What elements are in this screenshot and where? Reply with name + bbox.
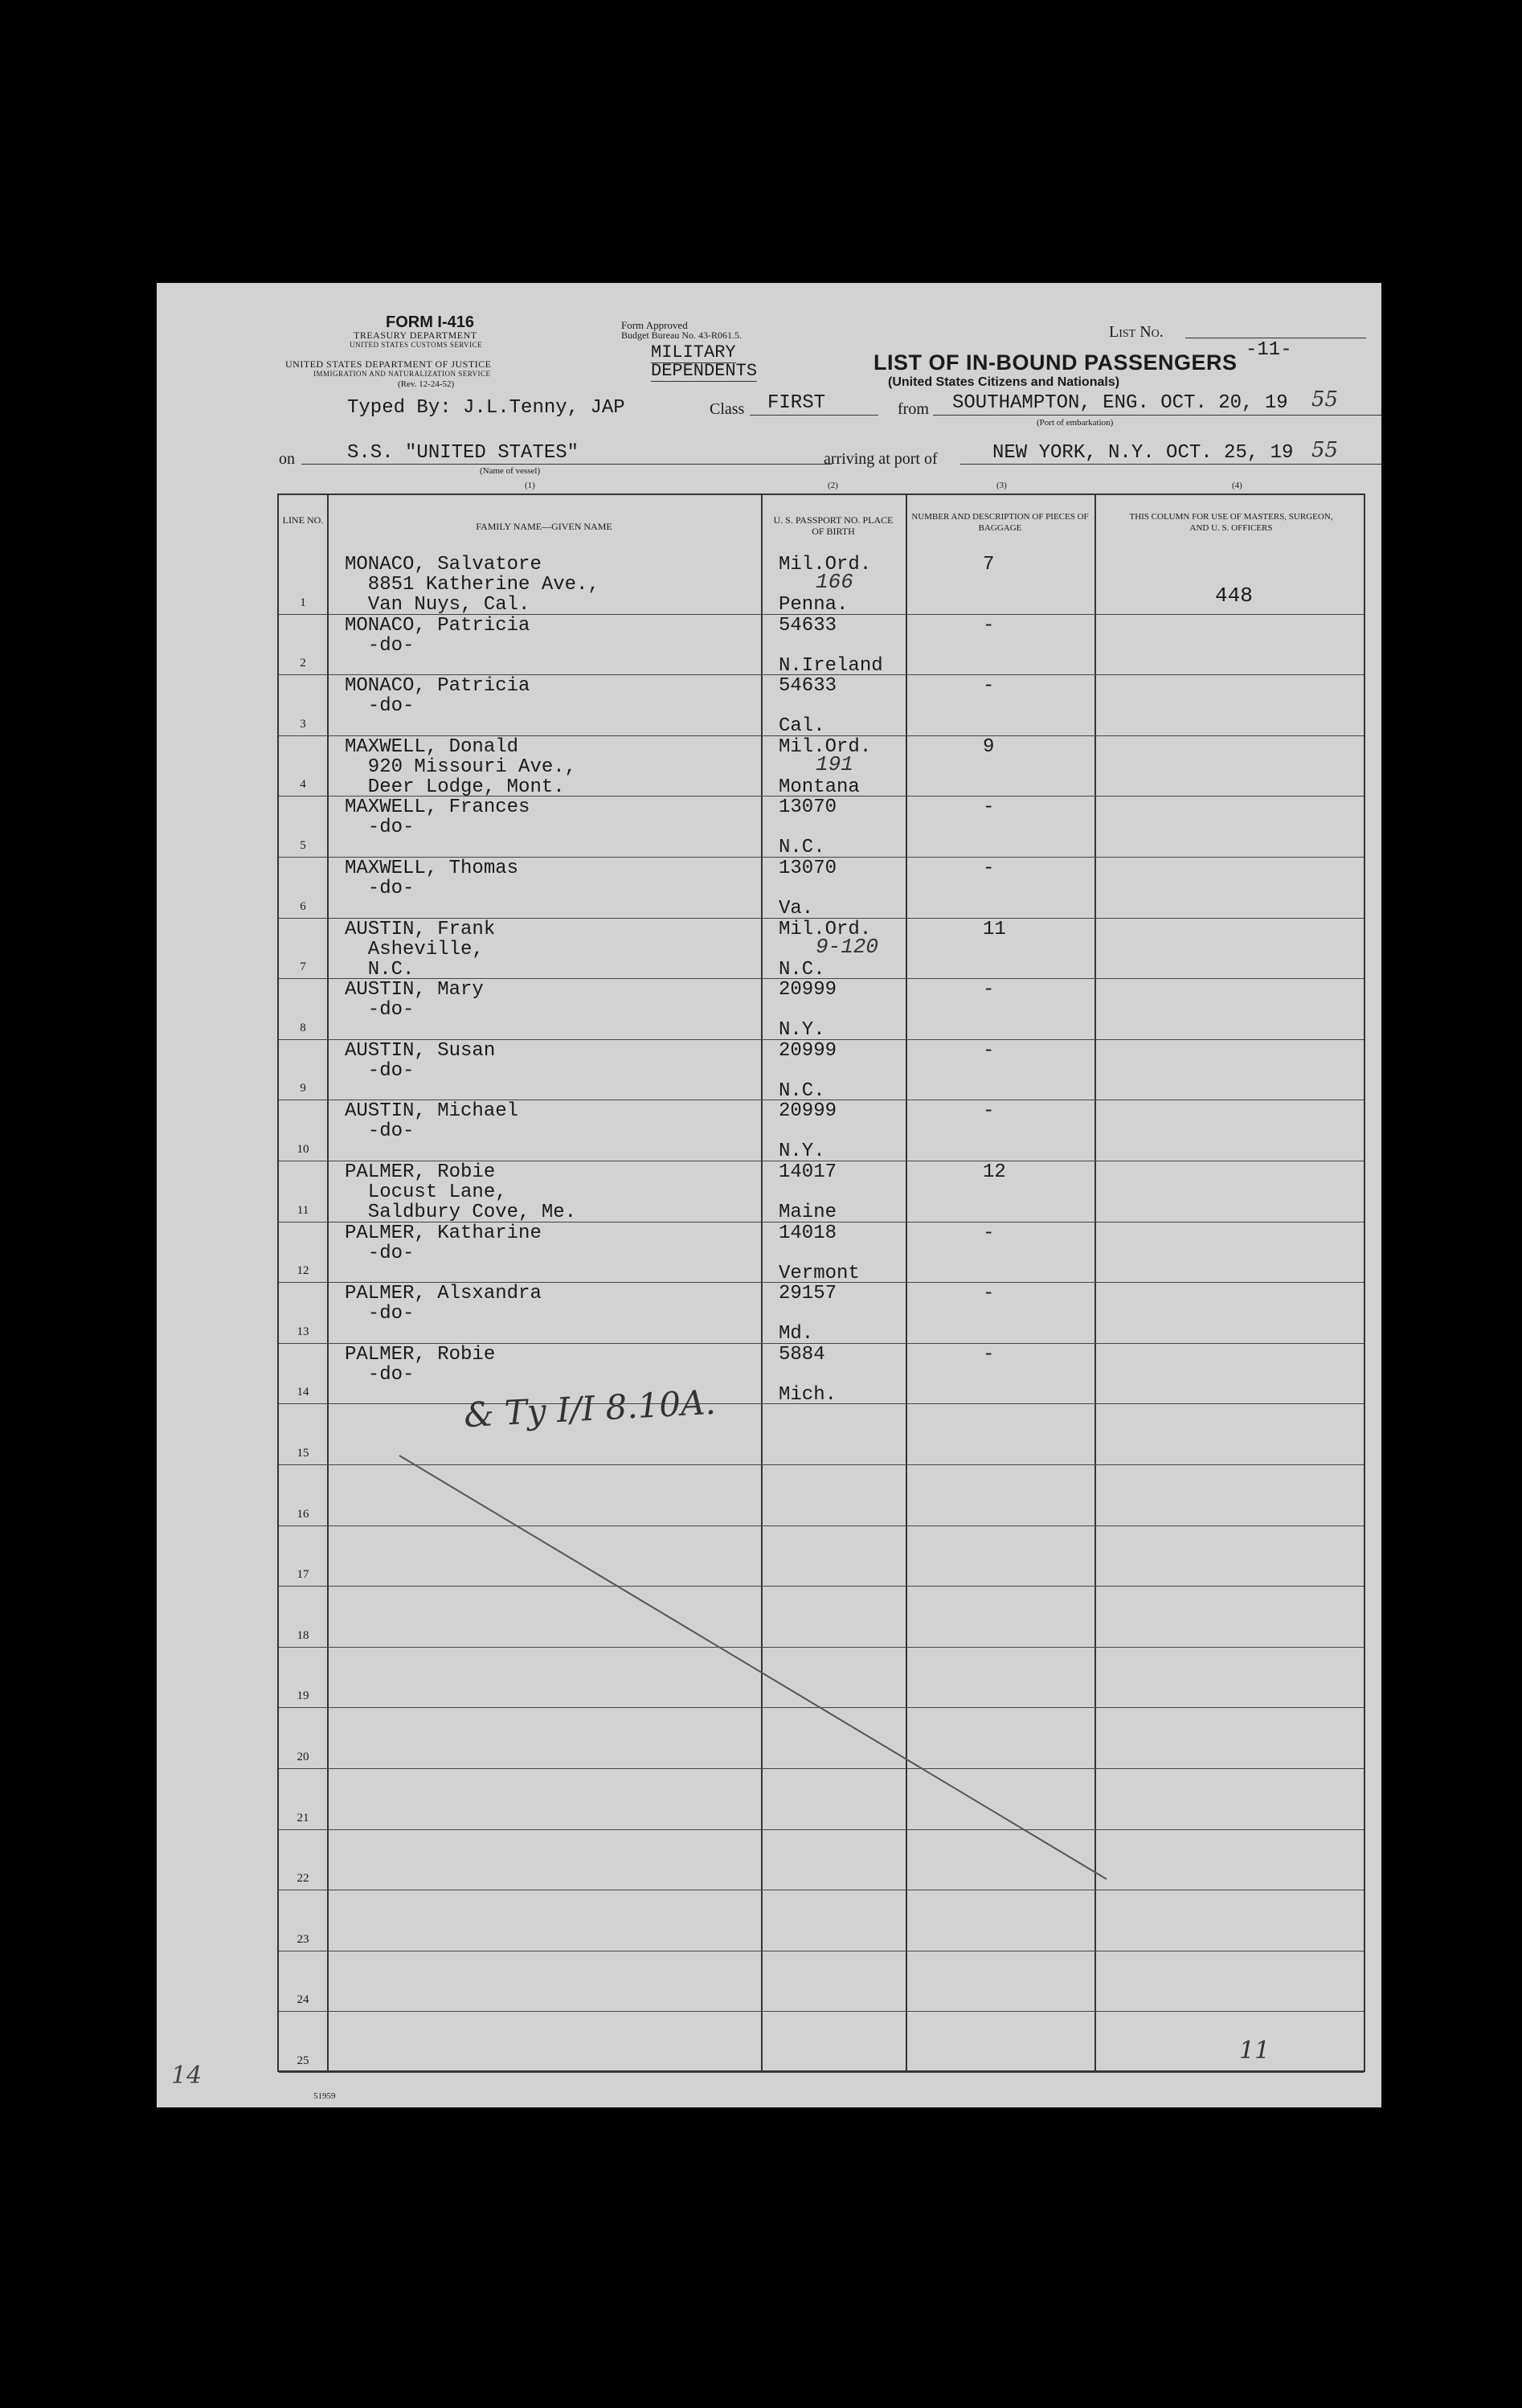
passport-number: 13070 <box>779 797 837 819</box>
passenger-name: PALMER, Katharine -do- <box>345 1222 542 1264</box>
header-officers: THIS COLUMN FOR USE OF MASTERS, SURGEON, AND U. S. OFFICERS <box>1129 512 1333 533</box>
justice-dept: UNITED STATES DEPARTMENT OF JUSTICE <box>285 358 492 370</box>
dependents-label: DEPENDENTS <box>651 361 758 381</box>
budget-bureau: Budget Bureau No. 43-R061.5. <box>621 330 742 341</box>
passport-number: 54633 <box>779 614 837 637</box>
passport-number: 20999 <box>779 1039 837 1062</box>
passport-number: 54633 <box>779 675 837 698</box>
passenger-name: MONACO, Salvatore 8851 Katherine Ave., Van Nuys, Cal. <box>345 554 599 616</box>
revision: (Rev. 12-24-52) <box>398 379 455 389</box>
passport-number: 13070 <box>779 858 837 879</box>
immigration-service: IMMIGRATION AND NATURALIZATION SERVICE <box>313 370 491 378</box>
officer-note: 448 <box>1215 584 1253 608</box>
baggage-count: - <box>983 858 995 879</box>
line-number: 19 <box>297 1689 309 1703</box>
passenger-name: MAXWELL, Thomas -do- <box>345 858 519 899</box>
place-of-birth: Penna. <box>779 594 849 616</box>
vessel-caption: (Name of vessel) <box>480 466 541 476</box>
line-number: 20 <box>297 1751 309 1763</box>
header-baggage: NUMBER AND DESCRIPTION OF PIECES OF BAGGAGE <box>911 512 1089 533</box>
line-number: 17 <box>297 1568 309 1582</box>
baggage-count: - <box>983 797 995 819</box>
line-number: 7 <box>300 960 306 974</box>
row-rule <box>279 2072 1364 2073</box>
line-number: 12 <box>297 1264 309 1278</box>
line-number: 24 <box>297 1993 309 2007</box>
handwritten-order-no: 166 <box>816 570 853 594</box>
passenger-name: MONACO, Patricia -do- <box>345 675 530 718</box>
passenger-name: MAXWELL, Donald 920 Missouri Ave., Deer Lodge, Mont. <box>345 735 577 798</box>
vessel-name: S.S. "UNITED STATES" <box>347 442 579 464</box>
list-no-label: List No. <box>1109 323 1164 341</box>
page-subtitle: (United States Citizens and Nationals) <box>888 375 1120 389</box>
footer-code: 51959 <box>313 2091 336 2101</box>
line-number: 11 <box>297 1203 309 1217</box>
line-number: 1 <box>300 596 306 609</box>
line-number: 3 <box>300 717 306 731</box>
baggage-count: - <box>983 1283 995 1305</box>
col-num-3: (3) <box>996 481 1007 490</box>
baggage-count: 7 <box>983 554 995 575</box>
place-of-birth: N.Y. <box>779 1141 825 1163</box>
line-number: 10 <box>297 1143 309 1156</box>
line-number: 9 <box>300 1082 306 1095</box>
page-title: LIST OF IN-BOUND PASSENGERS <box>874 350 1238 375</box>
line-number: 2 <box>300 657 306 670</box>
class-label: Class <box>710 400 745 418</box>
handwritten-annotation: & Ty I/I 8.10A. <box>462 1382 717 1435</box>
place-of-birth: Cal. <box>779 715 825 738</box>
baggage-count: - <box>983 1100 995 1123</box>
place-of-birth: Md. <box>779 1323 814 1345</box>
line-number: 13 <box>297 1325 309 1338</box>
baggage-count: - <box>983 1039 995 1062</box>
passport-number: 20999 <box>779 1100 837 1123</box>
passenger-name: PALMER, Alsxandra -do- <box>345 1283 542 1325</box>
passenger-name: AUSTIN, Michael -do- <box>345 1100 519 1143</box>
col-num-1: (1) <box>525 481 535 490</box>
place-of-birth: N.Y. <box>779 1019 825 1042</box>
vessel-line <box>301 464 832 465</box>
list-no-value: -11- <box>1246 339 1292 361</box>
arriving-line <box>960 464 1381 465</box>
line-number: 4 <box>300 778 306 792</box>
arriving-value: NEW YORK, N.Y. OCT. 25, 19 <box>992 442 1294 464</box>
line-number: 15 <box>297 1447 309 1460</box>
header-name: FAMILY NAME—GIVEN NAME <box>476 521 612 532</box>
line-number: 16 <box>297 1507 309 1521</box>
place-of-birth: Vermont <box>779 1262 860 1284</box>
col-num-4: (4) <box>1232 481 1242 490</box>
customs-service: UNITED STATES CUSTOMS SERVICE <box>350 341 483 349</box>
baggage-count: - <box>983 1222 995 1244</box>
handwritten-order-no: 9-120 <box>816 934 879 959</box>
handwritten-order-no: 191 <box>816 751 853 776</box>
baggage-count: - <box>983 675 995 698</box>
typed-by: Typed By: J.L.Tenny, JAP <box>347 397 625 419</box>
passenger-name: MONACO, Patricia -do- <box>345 614 530 657</box>
pencil-strokes <box>279 495 1364 2070</box>
line-number: 5 <box>300 839 306 852</box>
passenger-name: AUSTIN, Susan -do- <box>345 1039 496 1082</box>
form-number: FORM I-416 <box>386 313 475 331</box>
passport-number: Mil.Ord. <box>779 918 872 940</box>
passenger-name: PALMER, Robie -do- <box>345 1343 496 1386</box>
place-of-birth: Mich. <box>779 1383 837 1406</box>
on-label: on <box>279 450 295 468</box>
treasury-dept: TREASURY DEPARTMENT <box>354 330 477 341</box>
arriving-label: arriving at port of <box>824 450 938 468</box>
line-number: 8 <box>300 1021 306 1034</box>
line-number: 21 <box>297 1811 309 1824</box>
passenger-name: AUSTIN, Mary -do- <box>345 979 484 1022</box>
place-of-birth: N.C. <box>779 837 825 859</box>
line-number: 23 <box>297 1932 309 1946</box>
header-passport: U. S. PASSPORT NO. PLACE OF BIRTH <box>773 514 894 537</box>
line-number: 6 <box>300 899 306 913</box>
form-approved: Form Approved <box>621 319 688 331</box>
place-of-birth: Maine <box>779 1202 837 1223</box>
military-label: MILITARY <box>651 342 736 362</box>
passport-number: Mil.Ord. <box>779 554 872 575</box>
passport-number: 14017 <box>779 1161 837 1183</box>
baggage-count: 12 <box>983 1161 1006 1183</box>
baggage-count: - <box>983 614 995 637</box>
from-line <box>933 415 1381 416</box>
passport-number: 29157 <box>779 1283 837 1305</box>
col-num-2: (2) <box>828 481 838 490</box>
margin-note: 14 <box>171 2062 203 2090</box>
handwritten-mark: 11 <box>1239 2037 1270 2065</box>
from-value: SOUTHAMPTON, ENG. OCT. 20, 19 <box>952 392 1288 414</box>
passport-number: 5884 <box>779 1343 825 1366</box>
baggage-count: - <box>983 1343 995 1366</box>
class-line <box>750 415 878 416</box>
line-number: 22 <box>297 1872 309 1886</box>
from-year: 55 <box>1311 387 1339 412</box>
line-number: 18 <box>297 1628 309 1642</box>
port-embark-caption: (Port of embarkation) <box>1037 418 1114 428</box>
place-of-birth: N.C. <box>779 958 825 981</box>
class-value: FIRST <box>767 392 826 414</box>
passenger-name: PALMER, Robie Locust Lane, Saldbury Cove, Me. <box>345 1161 577 1223</box>
passport-number: 14018 <box>779 1222 837 1244</box>
passenger-name: AUSTIN, Frank Asheville, N.C. <box>345 918 496 981</box>
baggage-count: - <box>983 979 995 1001</box>
passenger-table <box>277 493 1365 2072</box>
header-line-no: LINE NO. <box>282 514 324 526</box>
manifest-sheet <box>157 283 1381 2107</box>
place-of-birth: Montana <box>779 776 860 798</box>
passport-number: Mil.Ord. <box>779 735 872 758</box>
place-of-birth: N.Ireland <box>779 654 883 677</box>
place-of-birth: Va. <box>779 898 814 919</box>
place-of-birth: N.C. <box>779 1079 825 1102</box>
line-number: 25 <box>297 2054 309 2067</box>
line-number: 14 <box>297 1386 309 1399</box>
passenger-name: MAXWELL, Frances -do- <box>345 797 530 839</box>
baggage-count: 11 <box>983 918 1006 940</box>
arriving-year: 55 <box>1311 438 1339 462</box>
passport-number: 20999 <box>779 979 837 1001</box>
baggage-count: 9 <box>983 735 995 758</box>
from-label: from <box>898 400 929 418</box>
